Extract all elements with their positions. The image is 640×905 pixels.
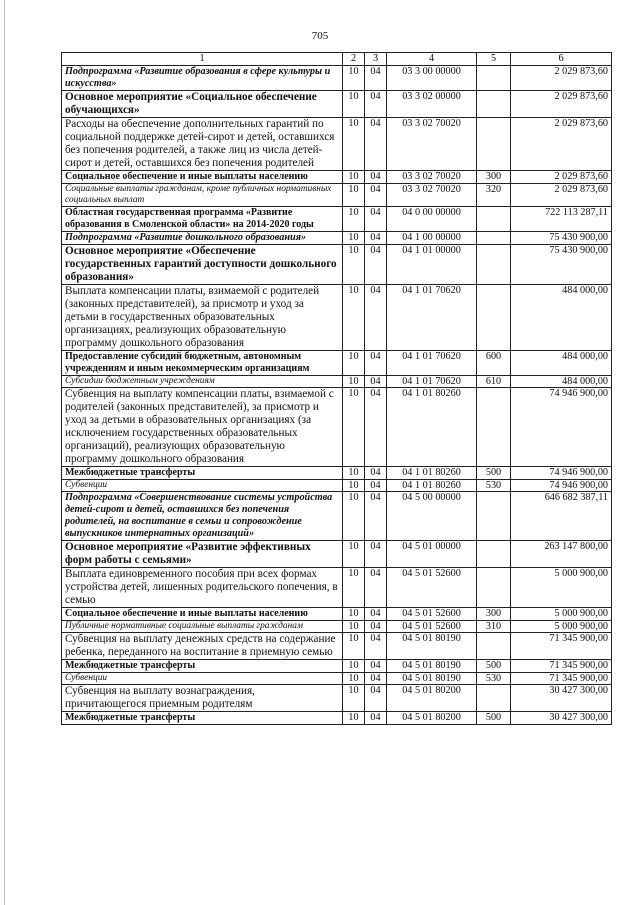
row-target-article-code: 03 3 02 00000 [387, 91, 477, 118]
header-cell: 5 [477, 53, 511, 66]
row-expense-type-code [477, 685, 511, 712]
table-row [62, 541, 612, 568]
row-subsection-code: 04 [365, 207, 387, 232]
table-row [62, 171, 612, 184]
row-subsection-code: 04 [365, 633, 387, 660]
row-section-code: 10 [343, 660, 365, 673]
row-section-code: 10 [343, 467, 365, 480]
row-target-article-code: 04 5 01 00000 [387, 541, 477, 568]
header-cell: 6 [511, 53, 612, 66]
row-target-article-code: 04 1 01 80260 [387, 480, 477, 492]
row-amount: 2 029 873,60 [511, 171, 612, 184]
row-amount: 484 000,00 [511, 285, 612, 351]
row-amount: 71 345 900,00 [511, 660, 612, 673]
row-amount: 75 430 900,00 [511, 232, 612, 245]
row-description: Межбюджетные трансферты [62, 712, 343, 725]
row-amount: 2 029 873,60 [511, 184, 612, 207]
table-row [62, 184, 612, 207]
row-description: Публичные нормативные социальные выплаты гражданам [62, 621, 343, 633]
row-description: Социальное обеспечение и иные выплаты населению [62, 171, 343, 184]
row-description: Субвенция на выплату денежных средств на содержание ребенка, переданного на воспитание в приемную семью [62, 633, 343, 660]
header-cell: 3 [365, 53, 387, 66]
row-description: Подпрограмма «Развитие образования в сфере культуры и искусства» [62, 66, 343, 91]
row-amount: 263 147 800,00 [511, 541, 612, 568]
row-description: Выплата компенсации платы, взимаемой с родителей (законных представителей), за присмотр и уход за детьми в государственных образовательных организациях, реализующих образовательную программу дошкольного образования [62, 285, 343, 351]
row-amount: 2 029 873,60 [511, 118, 612, 171]
row-subsection-code: 04 [365, 66, 387, 91]
table-row [62, 91, 612, 118]
scan-edge-mark [4, 0, 5, 905]
table-row [62, 376, 612, 388]
row-description: Областная государственная программа «Развитие образования в Смоленской области» на 2014-2020 годы [62, 207, 343, 232]
row-subsection-code: 04 [365, 685, 387, 712]
table-row [62, 673, 612, 685]
row-section-code: 10 [343, 351, 365, 376]
row-description: Субвенции [62, 673, 343, 685]
row-expense-type-code [477, 66, 511, 91]
row-expense-type-code [477, 91, 511, 118]
row-expense-type-code: 530 [477, 673, 511, 685]
row-target-article-code: 03 3 02 70020 [387, 118, 477, 171]
table-row [62, 608, 612, 621]
row-subsection-code: 04 [365, 245, 387, 285]
row-subsection-code: 04 [365, 492, 387, 541]
row-description: Основное мероприятие «Развитие эффективных форм работы с семьями» [62, 541, 343, 568]
row-description: Субвенция на выплату компенсации платы, взимаемой с родителей (законных представителей), за присмотр и уход за детьми в образовательных организациях (за исключением государственных образовательных организаций), реализующих образовательную программу дошкольного образования [62, 388, 343, 467]
row-amount: 5 000 900,00 [511, 568, 612, 608]
row-target-article-code: 04 1 01 70620 [387, 285, 477, 351]
row-section-code: 10 [343, 285, 365, 351]
row-section-code: 10 [343, 673, 365, 685]
row-description: Социальное обеспечение и иные выплаты населению [62, 608, 343, 621]
row-description: Подпрограмма «Развитие дошкольного образования» [62, 232, 343, 245]
row-expense-type-code: 310 [477, 621, 511, 633]
row-subsection-code: 04 [365, 118, 387, 171]
row-section-code: 10 [343, 245, 365, 285]
table-row [62, 467, 612, 480]
row-target-article-code: 04 5 01 52600 [387, 568, 477, 608]
row-amount: 71 345 900,00 [511, 673, 612, 685]
table-row [62, 660, 612, 673]
table-row [62, 118, 612, 171]
table-row [62, 480, 612, 492]
row-description: Межбюджетные трансферты [62, 467, 343, 480]
header-row [62, 53, 612, 66]
row-expense-type-code [477, 207, 511, 232]
row-expense-type-code: 320 [477, 184, 511, 207]
table-row [62, 245, 612, 285]
row-subsection-code: 04 [365, 376, 387, 388]
row-description: Социальные выплаты гражданам, кроме публичных нормативных социальных выплат [62, 184, 343, 207]
row-target-article-code: 04 5 01 80200 [387, 685, 477, 712]
row-subsection-code: 04 [365, 232, 387, 245]
header-cell: 4 [387, 53, 477, 66]
table-row [62, 568, 612, 608]
row-target-article-code: 04 1 01 00000 [387, 245, 477, 285]
row-section-code: 10 [343, 480, 365, 492]
row-amount: 646 682 387,11 [511, 492, 612, 541]
row-description: Межбюджетные трансферты [62, 660, 343, 673]
row-amount: 5 000 900,00 [511, 621, 612, 633]
row-section-code: 10 [343, 712, 365, 725]
row-section-code: 10 [343, 118, 365, 171]
row-expense-type-code: 300 [477, 608, 511, 621]
row-expense-type-code [477, 541, 511, 568]
row-target-article-code: 04 5 01 80190 [387, 673, 477, 685]
table-row [62, 492, 612, 541]
row-target-article-code: 04 1 01 80260 [387, 388, 477, 467]
table-row [62, 351, 612, 376]
row-amount: 74 946 900,00 [511, 467, 612, 480]
row-description: Субсидии бюджетным учреждениям [62, 376, 343, 388]
header-cell: 2 [343, 53, 365, 66]
row-expense-type-code [477, 388, 511, 467]
row-target-article-code: 03 3 02 70020 [387, 184, 477, 207]
row-target-article-code: 03 3 02 70020 [387, 171, 477, 184]
row-section-code: 10 [343, 388, 365, 467]
table-row [62, 633, 612, 660]
row-section-code: 10 [343, 207, 365, 232]
table-row [62, 621, 612, 633]
row-description: Основное мероприятие «Социальное обеспечение обучающихся» [62, 91, 343, 118]
row-section-code: 10 [343, 541, 365, 568]
row-amount: 484 000,00 [511, 351, 612, 376]
row-amount: 74 946 900,00 [511, 480, 612, 492]
row-subsection-code: 04 [365, 480, 387, 492]
row-description: Расходы на обеспечение дополнительных гарантий по социальной поддержке детей-сирот и детей, оставшихся без попечения родителей, а также лиц из числа детей-сирот и детей, оставшихся без попечения родителей [62, 118, 343, 171]
row-description: Основное мероприятие «Обеспечение государственных гарантий доступности дошкольного образования» [62, 245, 343, 285]
row-subsection-code: 04 [365, 608, 387, 621]
row-amount: 71 345 900,00 [511, 633, 612, 660]
row-amount: 722 113 287,11 [511, 207, 612, 232]
row-target-article-code: 04 5 00 00000 [387, 492, 477, 541]
row-amount: 2 029 873,60 [511, 66, 612, 91]
row-amount: 5 000 900,00 [511, 608, 612, 621]
budget-table-body [62, 53, 612, 725]
row-description: Субвенции [62, 480, 343, 492]
table-row [62, 285, 612, 351]
row-description: Предоставление субсидий бюджетным, автономным учреждениям и иным некоммерческим организациям [62, 351, 343, 376]
row-subsection-code: 04 [365, 184, 387, 207]
table-row [62, 685, 612, 712]
row-section-code: 10 [343, 685, 365, 712]
row-section-code: 10 [343, 66, 365, 91]
table-row [62, 66, 612, 91]
table-row [62, 207, 612, 232]
row-section-code: 10 [343, 91, 365, 118]
row-expense-type-code [477, 285, 511, 351]
row-subsection-code: 04 [365, 91, 387, 118]
row-target-article-code: 04 1 01 70620 [387, 351, 477, 376]
budget-table [61, 52, 612, 725]
row-description: Субвенция на выплату вознаграждения, причитающегося приемным родителям [62, 685, 343, 712]
row-target-article-code: 04 1 00 00000 [387, 232, 477, 245]
row-section-code: 10 [343, 608, 365, 621]
row-description: Подпрограмма «Совершенствование системы устройства детей-сирот и детей, оставшихся без попечения родителей, на воспитание в семьи и сопровождение выпускников интернатных организаций» [62, 492, 343, 541]
row-section-code: 10 [343, 633, 365, 660]
table-row [62, 712, 612, 725]
row-expense-type-code [477, 118, 511, 171]
row-target-article-code: 04 0 00 00000 [387, 207, 477, 232]
row-subsection-code: 04 [365, 351, 387, 376]
row-section-code: 10 [343, 492, 365, 541]
row-subsection-code: 04 [365, 541, 387, 568]
row-target-article-code: 04 5 01 80190 [387, 633, 477, 660]
row-subsection-code: 04 [365, 568, 387, 608]
row-target-article-code: 04 1 01 70620 [387, 376, 477, 388]
row-section-code: 10 [343, 376, 365, 388]
table-row [62, 388, 612, 467]
row-expense-type-code [477, 245, 511, 285]
row-expense-type-code: 610 [477, 376, 511, 388]
row-subsection-code: 04 [365, 285, 387, 351]
row-subsection-code: 04 [365, 673, 387, 685]
row-expense-type-code: 500 [477, 467, 511, 480]
row-expense-type-code [477, 568, 511, 608]
row-target-article-code: 04 5 01 80190 [387, 660, 477, 673]
row-expense-type-code [477, 633, 511, 660]
row-amount: 484 000,00 [511, 376, 612, 388]
row-amount: 30 427 300,00 [511, 712, 612, 725]
row-section-code: 10 [343, 184, 365, 207]
row-amount: 2 029 873,60 [511, 91, 612, 118]
header-cell: 1 [62, 53, 343, 66]
row-expense-type-code [477, 232, 511, 245]
row-subsection-code: 04 [365, 171, 387, 184]
row-expense-type-code: 530 [477, 480, 511, 492]
row-amount: 74 946 900,00 [511, 388, 612, 467]
row-target-article-code: 03 3 00 00000 [387, 66, 477, 91]
row-expense-type-code: 600 [477, 351, 511, 376]
row-target-article-code: 04 1 01 80260 [387, 467, 477, 480]
row-target-article-code: 04 5 01 52600 [387, 608, 477, 621]
row-section-code: 10 [343, 232, 365, 245]
row-section-code: 10 [343, 171, 365, 184]
row-amount: 30 427 300,00 [511, 685, 612, 712]
row-target-article-code: 04 5 01 52600 [387, 621, 477, 633]
row-subsection-code: 04 [365, 660, 387, 673]
row-section-code: 10 [343, 568, 365, 608]
row-expense-type-code: 500 [477, 660, 511, 673]
row-subsection-code: 04 [365, 467, 387, 480]
row-description: Выплата единовременного пособия при всех формах устройства детей, лишенных родительского попечения, в семью [62, 568, 343, 608]
row-subsection-code: 04 [365, 388, 387, 467]
row-section-code: 10 [343, 621, 365, 633]
row-target-article-code: 04 5 01 80200 [387, 712, 477, 725]
row-expense-type-code: 500 [477, 712, 511, 725]
row-expense-type-code: 300 [477, 171, 511, 184]
row-subsection-code: 04 [365, 712, 387, 725]
row-amount: 75 430 900,00 [511, 245, 612, 285]
row-expense-type-code [477, 492, 511, 541]
table-row [62, 232, 612, 245]
page-number: 705 [311, 30, 329, 42]
row-subsection-code: 04 [365, 621, 387, 633]
